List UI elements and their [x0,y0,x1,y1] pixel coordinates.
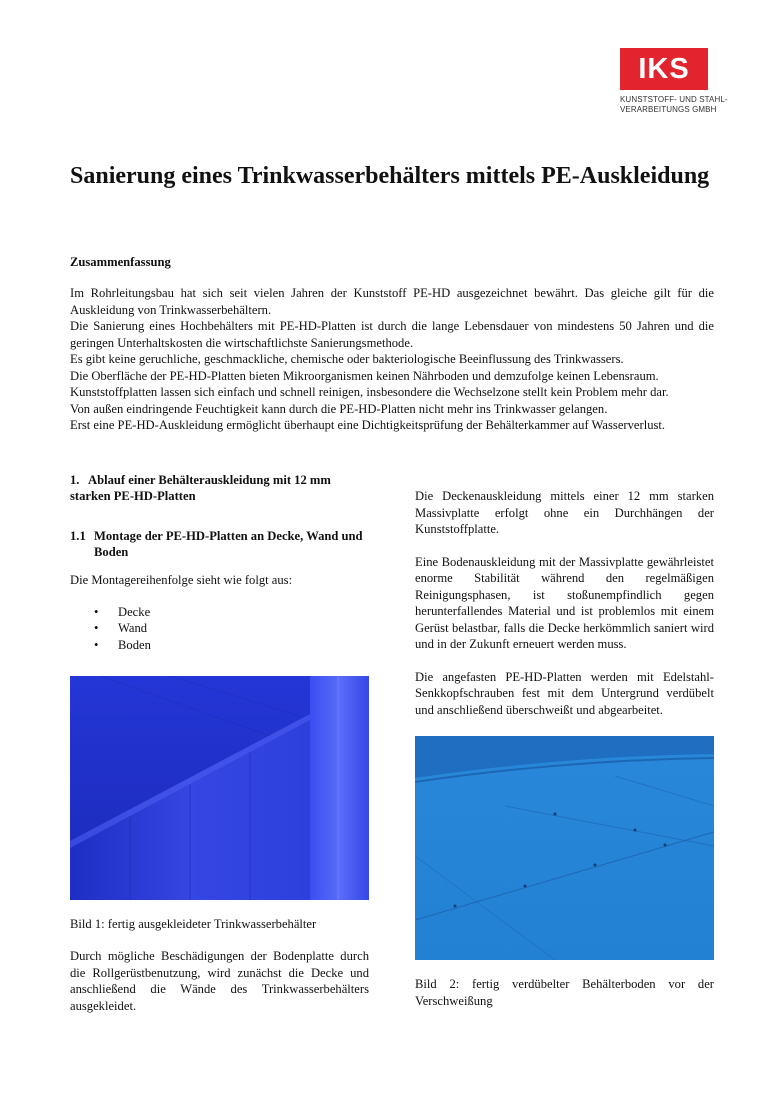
section-1-heading [70,472,370,504]
right-paragraph: Eine Bodenauskleidung mit der Massivplatte gewährleistet enorme Stabilität während den regelmäßigen Reinigungsphasen, ist stoßunempfindlich gegen herunterfallendes Material und ist problemlos mit einem Gerüst belastbar, falls die Decke herkömmlich saniert wird und in der Zukunft erneuert werden muss. [415,554,714,651]
assembly-order-list [70,604,370,654]
bullet-icon: • [94,637,99,652]
right-paragraph: Die Deckenauskleidung mittels einer 12 mm starken Massivplatte erfolgt ohne ein Durchhängen der Kunststoffplatte. [415,489,714,536]
summary-paragraph: Die Oberfläche der PE-HD-Platten bieten Mikroorganismen keinen Nährboden und demzufolge keinen Lebensraum. [70,368,659,383]
summary-paragraph: Im Rohrleitungsbau hat sich seit vielen Jahren der Kunststoff PE-HD ausgezeichnet bewährt. Das gleiche gilt für die Auskleidung von Trinkwasserbehältern. [70,286,714,317]
list-item [70,637,370,654]
summary-heading: Zusammenfassung [70,255,171,269]
logo-subtitle-line1: KUNSTSTOFF- UND STAHL- [620,95,728,104]
summary-paragraph: Erst eine PE-HD-Auskleidung ermöglicht überhaupt eine Dichtigkeitsprüfung der Behälterkammer auf Wasserverlust. [70,418,666,432]
company-logo [620,48,708,90]
figure-1-photo [70,676,369,900]
figure-2-photo [415,736,714,960]
left-body-text: Durch mögliche Beschädigungen der Bodenplatte durch die Rollgerüstbenutzung, wird zunächst die Decke und anschließend die Wände des Trinkwasserbehälters ausgekleidet. [70,949,369,1013]
summary-paragraph: Es gibt keine geruchliche, geschmackliche, chemische oder bakteriologische Beeinflussung des Trinkwassers. [70,352,624,366]
list-item-label: Wand [118,621,148,635]
section-1-1-heading [70,528,370,560]
section-1-1-heading-text: Montage der PE-HD-Platten an Decke, Wand und Boden [94,529,363,559]
section-1-1-number: 1.1 [70,529,86,543]
summary-paragraph: Kunststoffplatten lassen sich einfach und schnell reinigen, insbesondere die Wechselzone stellt kein Problem mehr dar. [70,385,669,399]
left-column [70,472,370,653]
bullet-icon: • [94,604,99,619]
list-item [70,620,370,637]
right-paragraph: Die angefasten PE-HD-Platten werden mit Edelstahl-Senkkopfschrauben fest mit dem Untergrund verdübelt und anschließend überschweißt und abgearbeitet. [415,669,714,717]
logo-subtitle [620,95,730,115]
summary-paragraph: Von außen eindringende Feuchtigkeit kann durch die PE-HD-Platten nicht mehr ins Trinkwasser gelangen. [70,401,608,416]
section-1-number: 1. [70,473,80,487]
section-1-1-intro: Die Montagereihenfolge sieht wie folgt aus: [70,573,293,587]
bullet-icon: • [94,621,99,635]
figure-2-image [415,736,714,960]
section-1-heading-line2: starken PE-HD-Platten [70,489,196,503]
figure-1-caption: Bild 1: fertig ausgekleideter Trinkwasserbehälter [70,917,317,931]
list-item-label: Boden [118,637,151,652]
summary-paragraph: Die Sanierung eines Hochbehälters mit PE-HD-Platten ist durch die lange Lebensdauer von mindestens 50 Jahren und die geringen Unterhaltskosten die wirtschaftlichste Sanierungsmethode. [70,319,714,350]
document-title: Sanierung eines Trinkwasserbehälters mittels PE-Auskleidung [70,163,710,189]
figure-2-caption: Bild 2: fertig verdübelter Behälterboden vor der Verschweißung [415,977,714,1008]
list-item-label: Decke [118,604,151,619]
section-1-heading-line1: Ablauf einer Behälterauskleidung mit 12 mm [88,473,331,487]
list-item [70,604,370,621]
logo-subtitle-line2: VERARBEITUNGS GMBH [620,105,717,114]
figure-1-image [70,676,369,900]
right-column [415,488,714,718]
summary-body [70,285,714,434]
logo-brand: IKS [638,53,690,85]
